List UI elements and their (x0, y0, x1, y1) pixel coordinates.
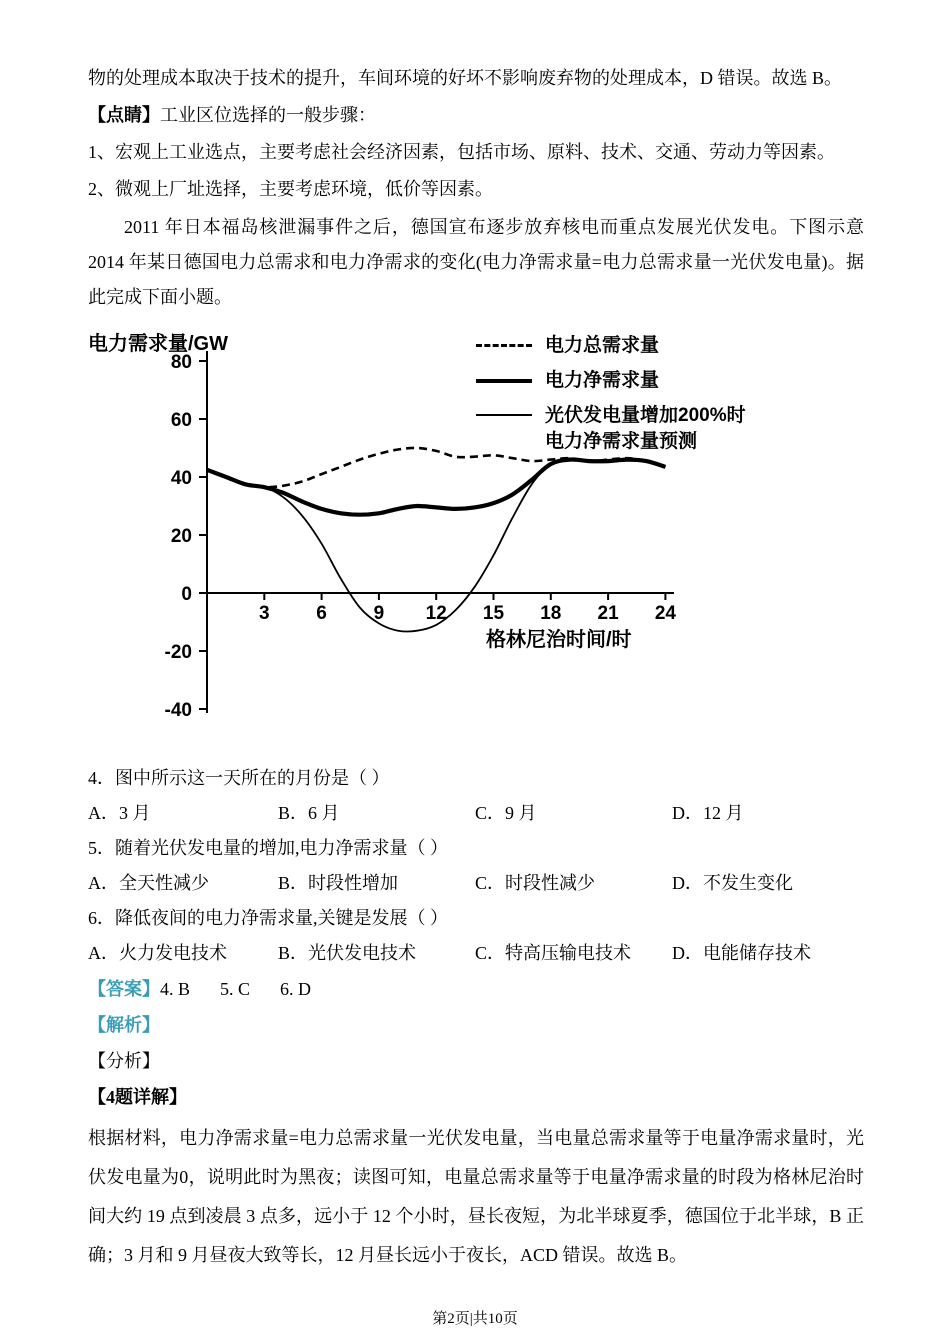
chart-legend (476, 333, 746, 464)
jiexi-row (88, 1007, 864, 1043)
paragraph-conclusion: 物的处理成本取决于技术的提升，车间环境的好坏不影响废弃物的处理成本，D 错误。故选 B。 (88, 68, 843, 88)
x-tick-label: 6 (316, 603, 327, 624)
paragraph-step1: 1、宏观上工业选点，主要考虑社会经济因素，包括市场、原料、技术、交通、劳动力等因素。 (88, 142, 835, 162)
x-tick-label: 24 (654, 603, 676, 624)
option-4d: D．12 月 (672, 803, 744, 823)
detail-heading: 【4题详解】 (88, 1087, 187, 1107)
option-6d: D．电能储存技术 (672, 943, 811, 963)
jiexi-tag: 【解析】 (88, 1015, 160, 1035)
option-6b: B．光伏发电技术 (278, 943, 417, 963)
dianjing-tag: 【点睛】 (88, 105, 160, 125)
answer-q6: 6. D (280, 979, 312, 999)
chart (88, 323, 864, 755)
thick-line-swatch (476, 379, 532, 383)
question-5-options (88, 866, 864, 901)
fenxi-tag: 【分析】 (88, 1051, 160, 1071)
fenxi-row (88, 1043, 864, 1079)
answer-q5: 5. C (220, 979, 251, 999)
page-footer: 第2页|共10页 (432, 1311, 518, 1327)
option-5a: A．全天性减少 (88, 873, 209, 893)
y-tick-label: 40 (170, 468, 192, 489)
y-tick-label: 0 (181, 584, 192, 605)
y-tick-label: 20 (170, 526, 192, 547)
answer-row (88, 971, 864, 1007)
dianjing-text: 工业区位选择的一般步骤： (160, 105, 376, 125)
thin-line-swatch (476, 414, 532, 416)
y-tick-label: -20 (164, 642, 192, 663)
x-tick-label: 21 (597, 603, 619, 624)
legend-label-total: 电力总需求量 (545, 335, 660, 356)
paragraph-step2: 2、微观上厂址选择，主要考虑环境，低价等因素。 (88, 179, 493, 199)
option-5d: D．不发生变化 (672, 873, 793, 893)
y-tick-label: 60 (170, 410, 192, 431)
x-tick-label: 15 (482, 603, 505, 624)
question-4-options (88, 796, 864, 831)
document-content (88, 60, 864, 1275)
option-4b: B．6 月 (278, 803, 340, 823)
x-tick-label: 18 (540, 603, 562, 624)
x-tick-label: 12 (425, 603, 447, 624)
question-6-stem: 6．降低夜间的电力净需求量,关键是发展（ ） (88, 908, 448, 928)
question-6-options (88, 936, 864, 971)
paragraph-intro: 2011 年日本福岛核泄漏事件之后，德国宣布逐步放弃核电而重点发展光伏发电。下图示意 2014 年某日德国电力总需求和电力净需求的变化(电力净需求量=电力总需求量一光伏发电量)。据此完成下面小题。 (88, 217, 864, 307)
option-4a: A．3 月 (88, 803, 151, 823)
question-4-stem: 4．图中所示这一天所在的月份是（ ） (88, 768, 390, 788)
x-axis-title: 格林尼治时间/时 (486, 629, 632, 651)
legend-item-total (476, 333, 746, 359)
legend-item-forecast (476, 403, 746, 455)
questions-section (88, 761, 864, 1275)
y-tick-label: 80 (170, 352, 192, 373)
answer-tag: 【答案】 (88, 979, 160, 999)
x-tick-label: 9 (373, 603, 385, 624)
option-6c: C．特高压输电技术 (475, 943, 632, 963)
legend-item-net (476, 368, 746, 394)
legend-label-forecast (545, 403, 746, 455)
answer-q4: 4. B (160, 979, 191, 999)
legend-label-forecast-line2: 电力净需求量预测 (545, 431, 698, 452)
question-5-stem: 5．随着光伏发电量的增加,电力净需求量（ ） (88, 838, 448, 858)
option-5c: C．时段性减少 (475, 873, 596, 893)
legend-label-forecast-line1: 光伏发电量增加200%时 (545, 405, 746, 426)
option-5b: B．时段性增加 (278, 873, 399, 893)
y-axis-title: 电力需求量/GW (88, 333, 228, 355)
detail-paragraph: 根据材料，电力净需求量=电力总需求量一光伏发电量，当电量总需求量等于电量净需求量时，光伏发电量为0，说明此时为黑夜；读图可知，电量总需求量等于电量净需求量的时段为格林尼治时间大约 19 点到凌晨 3 点多，远小于 12 个小时，昼长夜短，为北半球夏季，德国位于北半球，B 正确；3 月和 9 月昼夜大致等长，12 月昼长远小于夜长，ACD 错误。故选 B。 (88, 1128, 864, 1265)
x-tick-label: 3 (259, 603, 270, 624)
paragraph-dianjing (88, 97, 864, 134)
option-4c: C．9 月 (475, 803, 537, 823)
option-6a: A．火力发电技术 (88, 943, 227, 963)
y-tick-label: -40 (164, 700, 192, 721)
dashed-line-swatch (476, 344, 532, 347)
legend-label-net: 电力净需求量 (545, 370, 660, 391)
